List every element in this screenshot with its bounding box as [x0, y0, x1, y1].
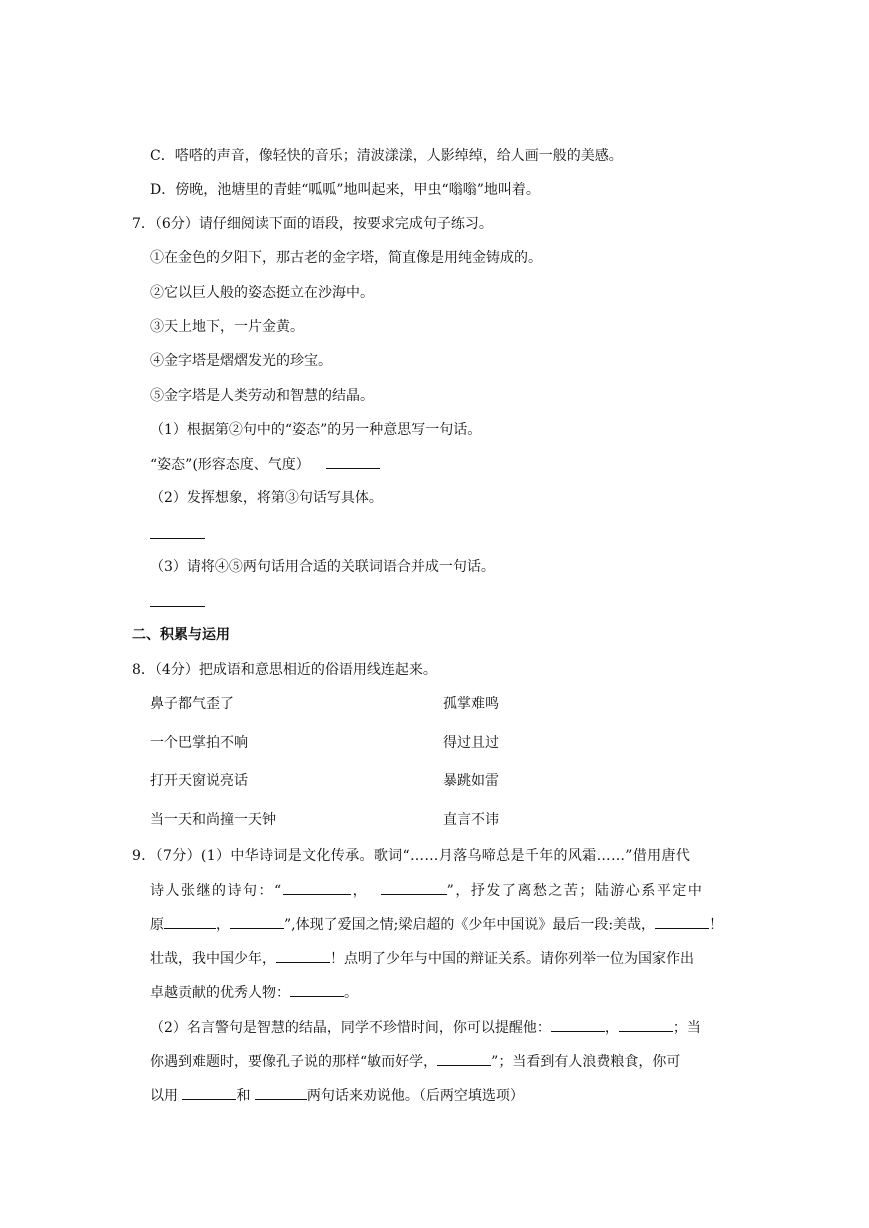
answer-blank[interactable] — [283, 880, 351, 895]
q9-text: ”；当看到有人浪费粮食，你可 — [491, 1054, 681, 1070]
q9-text: 两句话来劝说他。（后两空填选项） — [306, 1088, 524, 1104]
q7-sentence-4: ④金字塔是熠熠发光的珍宝。 — [150, 353, 332, 369]
option-d: D．傍晚，池塘里的青蛙“呱呱”地叫起来，甲虫“嗡嗡”地叫着。 — [150, 182, 540, 198]
q9-line-1: 9．（7分）(1）中华诗词是文化传承。歌词“……月落乌啼总是千年的风霜……”借用唐代 — [132, 848, 691, 864]
q9-text: 诗人张继的诗句：“ — [150, 883, 283, 899]
q7-part-2: （2）发挥想象，将第③句话写具体。 — [150, 490, 383, 506]
idiom-left-3: 打开天窗说亮话 — [150, 773, 248, 789]
q7-sentence-2: ②它以巨人般的姿态挺立在沙海中。 — [150, 285, 374, 301]
idiom-left-1: 鼻子都气歪了 — [150, 696, 234, 712]
q7-stem: 7．（6分）请仔细阅读下面的语段，按要求完成句子练习。 — [132, 216, 493, 232]
q7-sentence-5: ⑤金字塔是人类劳动和智慧的结晶。 — [150, 388, 374, 404]
q8-stem: 8．（4分）把成语和意思相近的俗语用线连起来。 — [132, 662, 437, 678]
q9-text: 和 — [236, 1088, 255, 1104]
q9-line-5 — [150, 982, 358, 1003]
q9-line-3 — [150, 914, 723, 935]
q9-text: ；当 — [672, 1020, 701, 1036]
q9-line-2 — [150, 880, 703, 901]
q9-text: ， — [352, 883, 367, 899]
answer-blank[interactable] — [290, 982, 344, 997]
answer-blank[interactable] — [551, 1017, 605, 1032]
q9-line-7 — [150, 1051, 680, 1072]
q9-line-6 — [150, 1017, 701, 1038]
q9-line-8 — [150, 1085, 524, 1106]
answer-blank[interactable] — [381, 880, 447, 895]
idiom-right-3: 暴跳如雷 — [443, 773, 499, 789]
q9-text: 。 — [344, 985, 358, 1001]
q7-sentence-3: ③天上地下，一片金黄。 — [150, 319, 304, 335]
q9-text: 你遇到难题时，要像孔子说的那样“敏而好学， — [150, 1054, 438, 1070]
answer-blank[interactable] — [276, 948, 330, 963]
q9-text: 原 — [150, 917, 164, 933]
answer-blank[interactable] — [655, 914, 709, 929]
q9-text: 卓越贡献的优秀人物： — [150, 985, 290, 1001]
q9-text: 壮哉，我中国少年， — [150, 951, 276, 967]
q7-part-3: （3）请将④⑤两句话用合适的关联词语合并成一句话。 — [150, 559, 495, 575]
q7-part-1: （1）根据第②句中的“姿态”的另一种意思写一句话。 — [150, 422, 482, 438]
answer-blank[interactable] — [230, 914, 284, 929]
section-heading: 二、积累与运用 — [132, 627, 230, 643]
answer-blank[interactable] — [326, 454, 380, 469]
q9-text: （2）名言警句是智慧的结晶，同学不珍惜时间，你可以提醒他： — [150, 1020, 551, 1036]
idiom-right-4: 直言不讳 — [443, 812, 499, 828]
idiom-right-2: 得过且过 — [443, 735, 499, 751]
answer-blank[interactable] — [437, 1051, 491, 1066]
q9-text: 以用 — [150, 1088, 183, 1104]
q7-part-1-label: “姿态”(形容态度、气度） — [150, 457, 310, 473]
q9-text: ， — [216, 917, 230, 933]
answer-blank[interactable] — [150, 538, 205, 539]
answer-blank[interactable] — [164, 914, 216, 929]
q9-text: ”,体现了爱国之情;梁启超的《少年中国说》最后一段:美哉， — [284, 917, 656, 933]
q9-line-4 — [150, 948, 694, 969]
q9-text: ”，抒发了离愁之苦；陆游心系平定中 — [446, 883, 704, 899]
idiom-left-4: 当一天和尚撞一天钟 — [150, 812, 276, 828]
q9-text: ！ — [709, 917, 724, 933]
answer-blank[interactable] — [150, 606, 205, 607]
q7-sentence-1: ①在金色的夕阳下，那古老的金字塔，简直像是用纯金铸成的。 — [150, 250, 542, 266]
answer-blank[interactable] — [255, 1085, 307, 1100]
option-c: C．嗒嗒的声音，像轻快的音乐；清波漾漾，人影绰绰，给人画一般的美感。 — [150, 148, 623, 164]
idiom-right-1: 孤掌难鸣 — [443, 696, 499, 712]
answer-blank[interactable] — [619, 1017, 673, 1032]
q7-part-1-prompt — [150, 454, 380, 475]
q9-text: ！点明了少年与中国的辩证关系。请你列举一位为国家作出 — [330, 951, 694, 967]
answer-blank[interactable] — [182, 1085, 236, 1100]
idiom-left-2: 一个巴掌拍不响 — [150, 735, 248, 751]
q9-text: ， — [604, 1020, 619, 1036]
